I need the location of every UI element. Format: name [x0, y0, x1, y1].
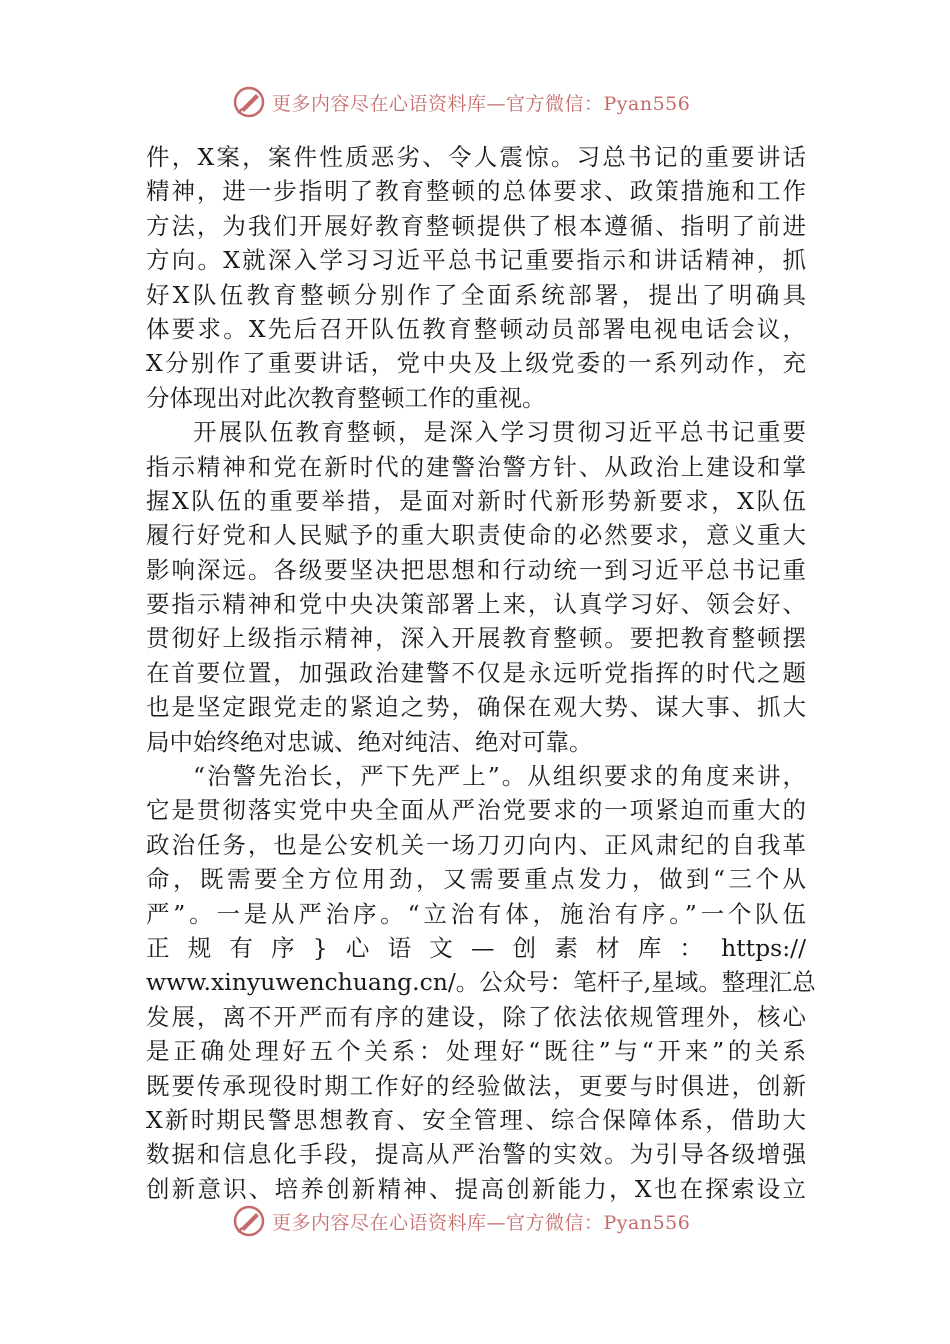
body-text: [146, 140, 816, 1206]
text-line: 方向。X就深入学习习近平总书记重要指示和讲话精神，抓: [146, 246, 806, 275]
text-line: 是正确处理好五个关系：处理好“既往”与“开来”的关系: [146, 1037, 806, 1066]
text-line: 数据和信息化手段，提高从严治警的实效。为引导各级增强: [146, 1140, 806, 1169]
header-banner-text: 更多内容尽在心语资料库—官方微信：Pyan556: [272, 92, 691, 115]
text-line: 影响深远。各级要坚决把思想和行动统一到习近平总书记重: [146, 555, 806, 584]
text-line: 精神，进一步指明了教育整顿的总体要求、政策措施和工作: [146, 177, 806, 206]
text-line: 要指示精神和党中央决策部署上来，认真学习好、领会好、: [146, 590, 806, 619]
text-line: 方法，为我们开展好教育整顿提供了根本遵循、指明了前进: [146, 211, 806, 240]
text-line: 创新意识、培养创新精神、提高创新能力，X也在探索设立: [146, 1174, 806, 1203]
text-line: 握X队伍的重要举措，是面对新时代新形势新要求，X队伍: [146, 486, 806, 515]
text-line: 分体现出对此次教育整顿工作的重视。: [146, 383, 546, 412]
text-line: 件，X案，案件性质恶劣、令人震惊。习总书记的重要讲话: [146, 143, 806, 171]
header-watermark-banner: [232, 84, 690, 120]
text-line: 履行好党和人民赋予的重大职责使命的必然要求，意义重大: [146, 521, 806, 550]
text-line: 既要传承现役时期工作好的经验做法，更要与时俱进，创新: [146, 1071, 806, 1100]
text-line: 局中始终绝对忠诚、绝对纯洁、绝对可靠。: [146, 727, 593, 756]
text-line: 也是坚定跟党走的紧迫之势，确保在观大势、谋大事、抓大: [146, 693, 806, 722]
text-line: X新时期民警思想教育、安全管理、综合保障体系，借助大: [146, 1105, 806, 1134]
text-line: 指示精神和党在新时代的建警治警方针、从政治上建设和掌: [146, 452, 806, 481]
text-line: 好X队伍教育整顿分别作了全面系统部署，提出了明确具: [146, 280, 806, 309]
footer-watermark-banner: [232, 1204, 690, 1238]
text-line: www.xinyuwenchuang.cn/。公众号：笔杆子,星域。整理汇总: [146, 968, 816, 997]
text-line: 命，既需要全方位用劲，又需要重点发力，做到“三个从: [146, 865, 806, 894]
text-line: 在首要位置，加强政治建警不仅是永远听党指挥的时代之题: [146, 658, 806, 687]
pen-seal-logo-icon: [232, 1204, 266, 1238]
text-line: X分别作了重要讲话，党中央及上级党委的一系列动作，充: [146, 349, 806, 378]
text-line: 贯彻好上级指示精神，深入开展教育整顿。要把教育整顿摆: [146, 624, 806, 653]
footer-banner-text: 更多内容尽在心语资料库—官方微信：Pyan556: [272, 1211, 691, 1234]
text-line: 严”。一是从严治序。“立治有体，施治有序。”一个队伍: [146, 899, 806, 928]
text-line: 政治任务，也是公安机关一场刀刃向内、正风肃纪的自我革: [146, 830, 806, 859]
text-line: 体要求。X先后召开队伍教育整顿动员部署电视电话会议，: [146, 314, 806, 343]
text-line: 正规有序}心语文—创素材库：https://: [146, 933, 806, 962]
paragraph-start-line: “治警先治长，严下先严上”。从组织要求的角度来讲，: [193, 762, 806, 791]
paragraph-start-line: 开展队伍教育整顿，是深入学习贯彻习近平总书记重要: [193, 418, 806, 447]
text-line: 发展，离不开严而有序的建设，除了依法依规管理外，核心: [146, 1002, 806, 1031]
pen-seal-logo-icon: [232, 85, 266, 119]
text-line: 它是贯彻落实党中央全面从严治党要求的一项紧迫而重大的: [146, 796, 806, 825]
